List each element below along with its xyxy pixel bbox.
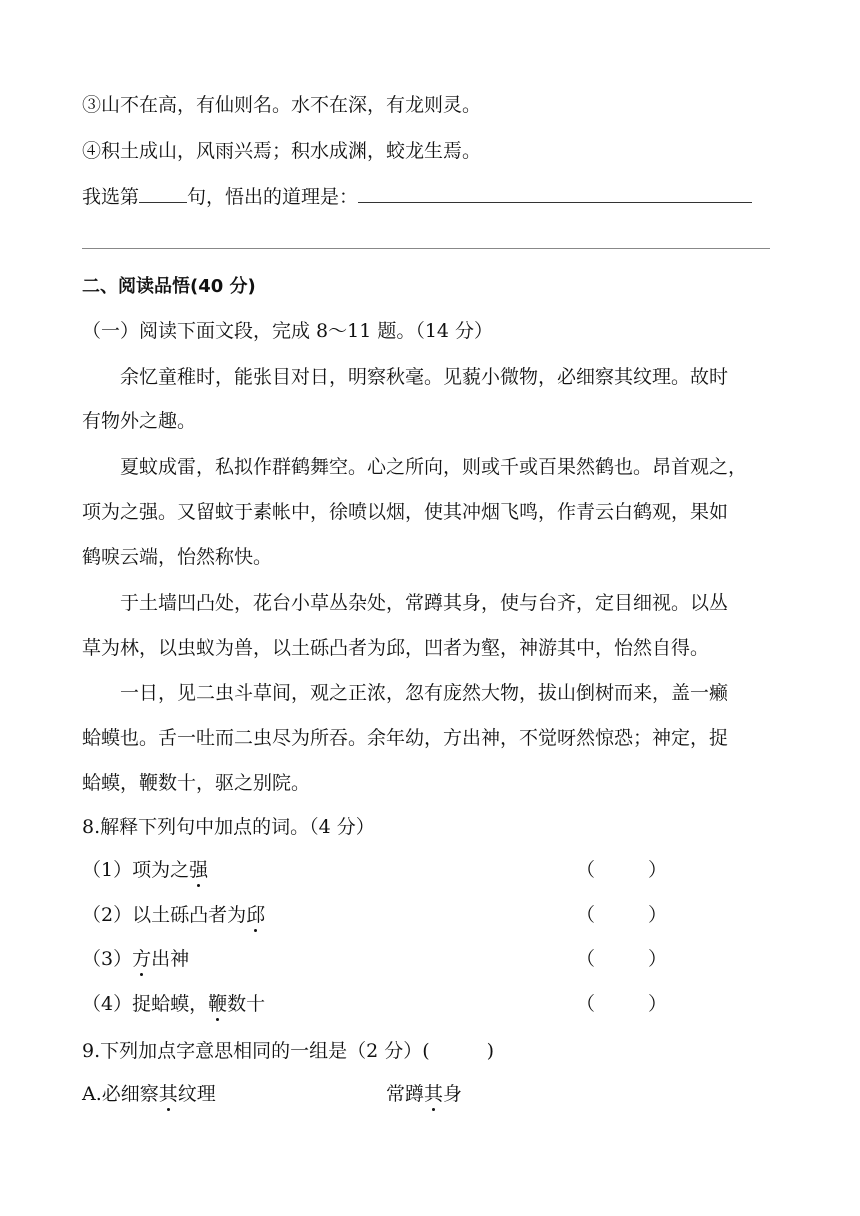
q8-item-1 [82,857,208,883]
q9-option-a-post: 纹理 [177,1083,216,1105]
question-9-title: 9.下列加点字意思相同的一组是（2 分）( ) [82,1040,495,1062]
answer-continuation-line[interactable] [82,248,770,249]
section-2-title: 二、阅读品悟(40 分) [82,276,256,297]
q8-item-3-dotted-word: 方 [132,948,152,970]
q8-item-3 [82,946,189,972]
passage-p1-line1: 余忆童稚时，能张目对日，明察秋毫。见藐小微物，必细察其纹理。故时 [120,366,729,388]
q9-option-a-right-dotted-char: 其 [424,1083,444,1105]
passage-p4-line2: 蛤蟆也。舌一吐而二虫尽为所吞。余年幼，方出神，不觉呀然惊恐；神定，捉 [82,727,729,749]
passage-p3-line2: 草为林，以虫蚁为兽，以土砾凸者为邱，凹者为壑，神游其中，怡然自得。 [82,637,710,659]
poem-line-4: ④积土成山，风雨兴焉；积水成渊，蛟龙生焉。 [82,140,482,162]
q9-option-a-right-post: 身 [443,1083,463,1105]
passage-p2-line3: 鹤唳云端，怡然称快。 [82,546,273,568]
passage-p4-line1: 一日，见二虫斗草间，观之正浓，忽有庞然大物，拔山倒树而来，盖一癞 [120,682,729,704]
q8-item-1-dotted-word: 强 [189,859,209,881]
q8-item-1-answer-open[interactable]: （ [576,859,596,881]
passage-p4-line3: 蛤蟆，鞭数十，驱之别院。 [82,772,311,794]
choose-line [82,184,752,210]
q9-option-a-right-pre: 常蹲 [386,1083,425,1105]
q8-item-3-post: 出神 [151,948,190,970]
q8-item-4-post: 数十 [227,993,266,1015]
q8-item-2-dotted-word: 邱 [246,904,266,926]
choose-middle: 句，悟出的道理是： [187,186,359,208]
q8-item-3-answer-open[interactable]: （ [576,948,596,970]
q8-item-1-answer-close: ） [648,859,668,881]
q9-option-a-dotted-char: 其 [158,1083,178,1105]
q8-item-1-pre: （1）项为之 [82,859,190,881]
passage-p3-line1: 于土墙凹凸处，花台小草丛杂处，常蹲其身，使与台齐，定目细视。以丛 [120,592,729,614]
q9-option-a-label: A.必细察 [82,1083,159,1105]
sentence-number-blank[interactable] [139,184,187,203]
q8-item-2-answer-open[interactable]: （ [576,904,596,926]
insight-answer-blank[interactable] [358,184,752,203]
q8-item-3-answer-close: ） [648,948,668,970]
q8-item-2-pre: （2）以土砾凸者为 [82,904,247,926]
q8-item-4 [82,991,265,1017]
q9-option-a-right [386,1081,462,1107]
q8-item-4-pre: （4）捉蛤蟆， [82,993,209,1015]
poem-line-3: ③山不在高，有仙则名。水不在深，有龙则灵。 [82,94,482,116]
q8-item-2-answer-close: ） [648,904,668,926]
passage-p2-line1: 夏蚊成雷，私拟作群鹤舞空。心之所向，则或千或百果然鹤也。昂首观之， [120,456,748,478]
question-8-title: 8.解释下列句中加点的词。（4 分） [82,816,375,838]
q8-item-3-pre: （3） [82,948,133,970]
q9-option-a-left [82,1081,216,1107]
passage-p2-line2: 项为之强。又留蚊于素帐中，徐喷以烟，使其冲烟飞鸣，作青云白鹤观，果如 [82,501,729,523]
part-1-title: （一）阅读下面文段，完成 8～11 题。（14 分） [82,320,494,342]
passage-p1-line2: 有物外之趣。 [82,410,197,432]
q8-item-4-answer-open[interactable]: （ [576,993,596,1015]
q8-item-4-dotted-word: 鞭 [208,993,228,1015]
choose-prefix: 我选第 [82,186,140,208]
q8-item-2 [82,902,265,928]
q8-item-4-answer-close: ） [648,993,668,1015]
